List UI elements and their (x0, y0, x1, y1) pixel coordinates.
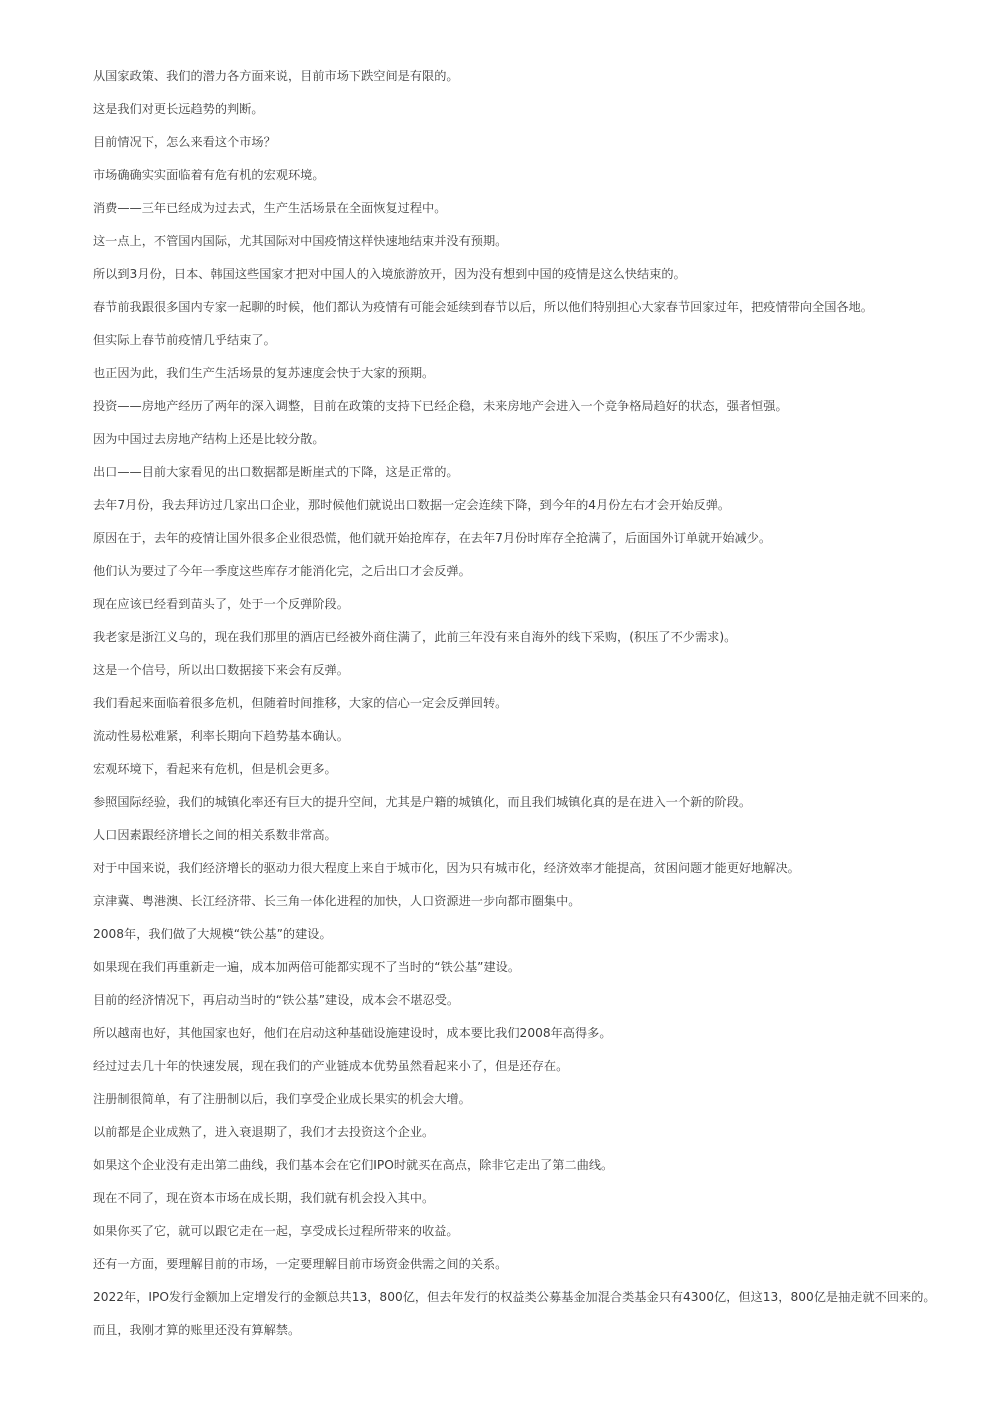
paragraph: 如果这个企业没有走出第二曲线，我们基本会在它们IPO时就买在高点，除非它走出了第二曲线。 (93, 1158, 614, 1172)
paragraph: 目前的经济情况下，再启动当时的“铁公基”建设，成本会不堪忍受。 (93, 993, 460, 1007)
paragraph: 而且，我刚才算的账里还没有算解禁。 (93, 1323, 301, 1337)
paragraph: 原因在于，去年的疫情让国外很多企业很恐慌，他们就开始抢库存，在去年7月份时库存全抢满了，后面国外订单就开始减少。 (93, 531, 772, 545)
paragraph: 宏观环境下，看起来有危机，但是机会更多。 (93, 762, 337, 776)
article-body (93, 66, 945, 1353)
paragraph: 所以越南也好，其他国家也好，他们在启动这种基础设施建设时，成本要比我们2008年高得多。 (93, 1026, 612, 1040)
paragraph: 市场确确实实面临着有危有机的宏观环境。 (93, 168, 325, 182)
paragraph: 这一点上，不管国内国际，尤其国际对中国疫情这样快速地结束并没有预期。 (93, 234, 508, 248)
paragraph: 现在应该已经看到苗头了，处于一个反弹阶段。 (93, 597, 349, 611)
paragraph: 这是我们对更长远趋势的判断。 (93, 102, 264, 116)
paragraph: 以前都是企业成熟了，进入衰退期了，我们才去投资这个企业。 (93, 1125, 435, 1139)
paragraph: 京津冀、粤港澳、长江经济带、长三角一体化进程的加快，人口资源进一步向都市圈集中。 (93, 894, 581, 908)
paragraph: 因为中国过去房地产结构上还是比较分散。 (93, 432, 325, 446)
paragraph: 这是一个信号，所以出口数据接下来会有反弹。 (93, 663, 349, 677)
paragraph: 春节前我跟很多国内专家一起聊的时候，他们都认为疫情有可能会延续到春节以后，所以他们特别担心大家春节回家过年，把疫情带向全国各地。 (93, 300, 873, 314)
paragraph: 2008年，我们做了大规模“铁公基”的建设。 (93, 927, 332, 941)
paragraph: 参照国际经验，我们的城镇化率还有巨大的提升空间，尤其是户籍的城镇化，而且我们城镇化真的是在进入一个新的阶段。 (93, 795, 752, 809)
paragraph: 对于中国来说，我们经济增长的驱动力很大程度上来自于城市化，因为只有城市化，经济效率才能提高，贫困问题才能更好地解决。 (93, 861, 800, 875)
paragraph: 经过过去几十年的快速发展，现在我们的产业链成本优势虽然看起来小了，但是还存在。 (93, 1059, 569, 1073)
paragraph: 出口——目前大家看见的出口数据都是断崖式的下降，这是正常的。 (93, 465, 459, 479)
paragraph: 但实际上春节前疫情几乎结束了。 (93, 333, 276, 347)
paragraph: 如果你买了它，就可以跟它走在一起，享受成长过程所带来的收益。 (93, 1224, 459, 1238)
paragraph: 注册制很简单，有了注册制以后，我们享受企业成长果实的机会大增。 (93, 1092, 471, 1106)
paragraph: 现在不同了，现在资本市场在成长期，我们就有机会投入其中。 (93, 1191, 435, 1205)
paragraph: 我们看起来面临着很多危机，但随着时间推移，大家的信心一定会反弹回转。 (93, 696, 508, 710)
paragraph: 消费——三年已经成为过去式，生产生活场景在全面恢复过程中。 (93, 201, 447, 215)
paragraph: 去年7月份，我去拜访过几家出口企业，那时候他们就说出口数据一定会连续下降，到今年的4月份左右才会开始反弹。 (93, 498, 731, 512)
paragraph: 2022年，IPO发行金额加上定增发行的金额总共13，800亿，但去年发行的权益类公募基金加混合类基金只有4300亿，但这13，800亿是抽走就不回来的。 (93, 1290, 936, 1304)
paragraph: 还有一方面，要理解目前的市场，一定要理解目前市场资金供需之间的关系。 (93, 1257, 508, 1271)
paragraph: 我老家是浙江义乌的，现在我们那里的酒店已经被外商住满了，此前三年没有来自海外的线下采购，(积压了不少需求)。 (93, 630, 737, 644)
paragraph: 流动性易松难紧，利率长期向下趋势基本确认。 (93, 729, 349, 743)
paragraph: 他们认为要过了今年一季度这些库存才能消化完，之后出口才会反弹。 (93, 564, 471, 578)
paragraph: 所以到3月份，日本、韩国这些国家才把对中国人的入境旅游放开，因为没有想到中国的疫情是这么快结束的。 (93, 267, 686, 281)
paragraph: 如果现在我们再重新走一遍，成本加两倍可能都实现不了当时的“铁公基”建设。 (93, 960, 521, 974)
paragraph: 目前情况下，怎么来看这个市场？ (93, 135, 276, 149)
paragraph: 人口因素跟经济增长之间的相关系数非常高。 (93, 828, 337, 842)
paragraph: 投资——房地产经历了两年的深入调整，目前在政策的支持下已经企稳，未来房地产会进入一个竞争格局趋好的状态，强者恒强。 (93, 399, 788, 413)
paragraph: 也正因为此，我们生产生活场景的复苏速度会快于大家的预期。 (93, 366, 435, 380)
paragraph: 从国家政策、我们的潜力各方面来说，目前市场下跌空间是有限的。 (93, 69, 459, 83)
